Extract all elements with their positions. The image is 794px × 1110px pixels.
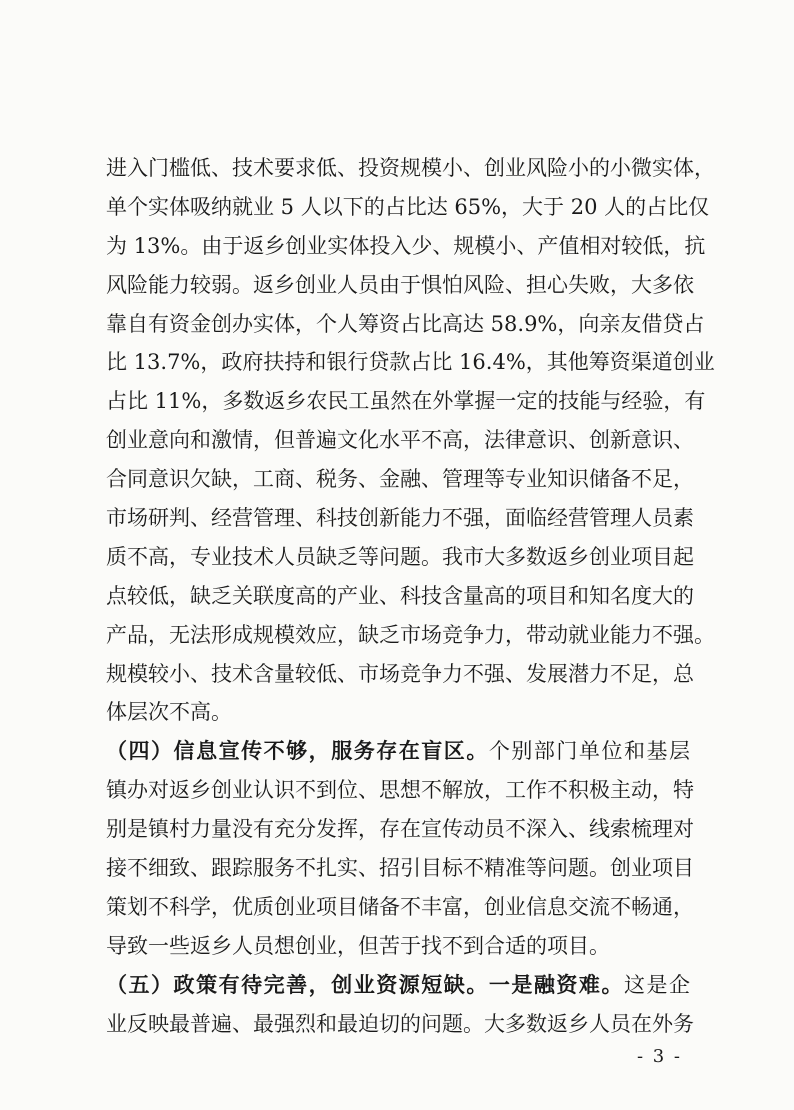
paragraph-line: 接不细致、跟踪服务不扎实、招引目标不精准等问题。创业项目 <box>106 856 694 881</box>
section-4-text: 个别部门单位和基层 <box>488 739 691 764</box>
section-5-heading: （五）政策有待完善，创业资源短缺。 <box>106 971 489 997</box>
paragraph-line: 比 13.7%，政府扶持和银行贷款占比 16.4%，其他筹资渠道创业 <box>106 350 715 375</box>
paragraph-line: 别是镇村力量没有充分发挥，存在宣传动员不深入、线索梳理对 <box>106 817 694 842</box>
paragraph-line: 靠自有资金创办实体，个人筹资占比高达 58.9%，向亲友借贷占 <box>106 311 705 336</box>
section-5-first-line <box>106 966 690 1005</box>
paragraph-line: 合同意识欠缺，工商、税务、金融、管理等专业知识储备不足， <box>106 467 694 492</box>
body-text <box>106 149 715 1043</box>
paragraph-line: 市场研判、经营管理、科技创新能力不强，面临经营管理人员素 <box>106 506 694 531</box>
paragraph-line: 单个实体吸纳就业 5 人以下的占比达 65%，大于 20 人的占比仅 <box>106 194 710 219</box>
section-5-emphasis: 一是融资难。 <box>488 971 624 997</box>
paragraph-line: 导致一些返乡人员想创业，但苦于找不到合适的项目。 <box>106 933 610 958</box>
paragraph-line: 规模较小、技术含量较低、市场竞争力不强、发展潜力不足，总 <box>106 661 694 686</box>
paragraph-line: 质不高，专业技术人员缺乏等问题。我市大多数返乡创业项目起 <box>106 544 694 569</box>
page-number: - 3 - <box>636 1046 682 1067</box>
paragraph-line: 镇办对返乡创业认识不到位、思想不解放，工作不积极主动，特 <box>106 778 694 803</box>
paragraph-line: 产品，无法形成规模效应，缺乏市场竞争力，带动就业能力不强。 <box>106 622 715 647</box>
section-4-heading: （四）信息宣传不够，服务存在盲区。 <box>106 738 489 764</box>
paragraph-line: 为 13%。由于返乡创业实体投入少、规模小、产值相对较低，抗 <box>106 233 706 258</box>
paragraph-line: 策划不科学，优质创业项目储备不丰富，创业信息交流不畅通， <box>106 894 694 919</box>
paragraph-line: 风险能力较弱。返乡创业人员由于惧怕风险、担心失败，大多依 <box>106 272 694 297</box>
paragraph-line: 占比 11%，多数返乡农民工虽然在外掌握一定的技能与经验，有 <box>106 389 706 414</box>
paragraph-line: 体层次不高。 <box>106 700 232 725</box>
section-5-text: 这是企 <box>623 972 691 997</box>
paragraph-line: 点较低，缺乏关联度高的产业、科技含量高的项目和知名度大的 <box>106 583 694 608</box>
paragraph-line: 业反映最普遍、最强烈和最迫切的问题。大多数返乡人员在外务 <box>106 1011 694 1036</box>
paragraph-line: 创业意向和激情，但普遍文化水平不高，法律意识、创新意识、 <box>106 428 694 453</box>
section-4-first-line <box>106 732 690 771</box>
paragraph-line: 进入门槛低、技术要求低、投资规模小、创业风险小的小微实体， <box>106 156 715 180</box>
